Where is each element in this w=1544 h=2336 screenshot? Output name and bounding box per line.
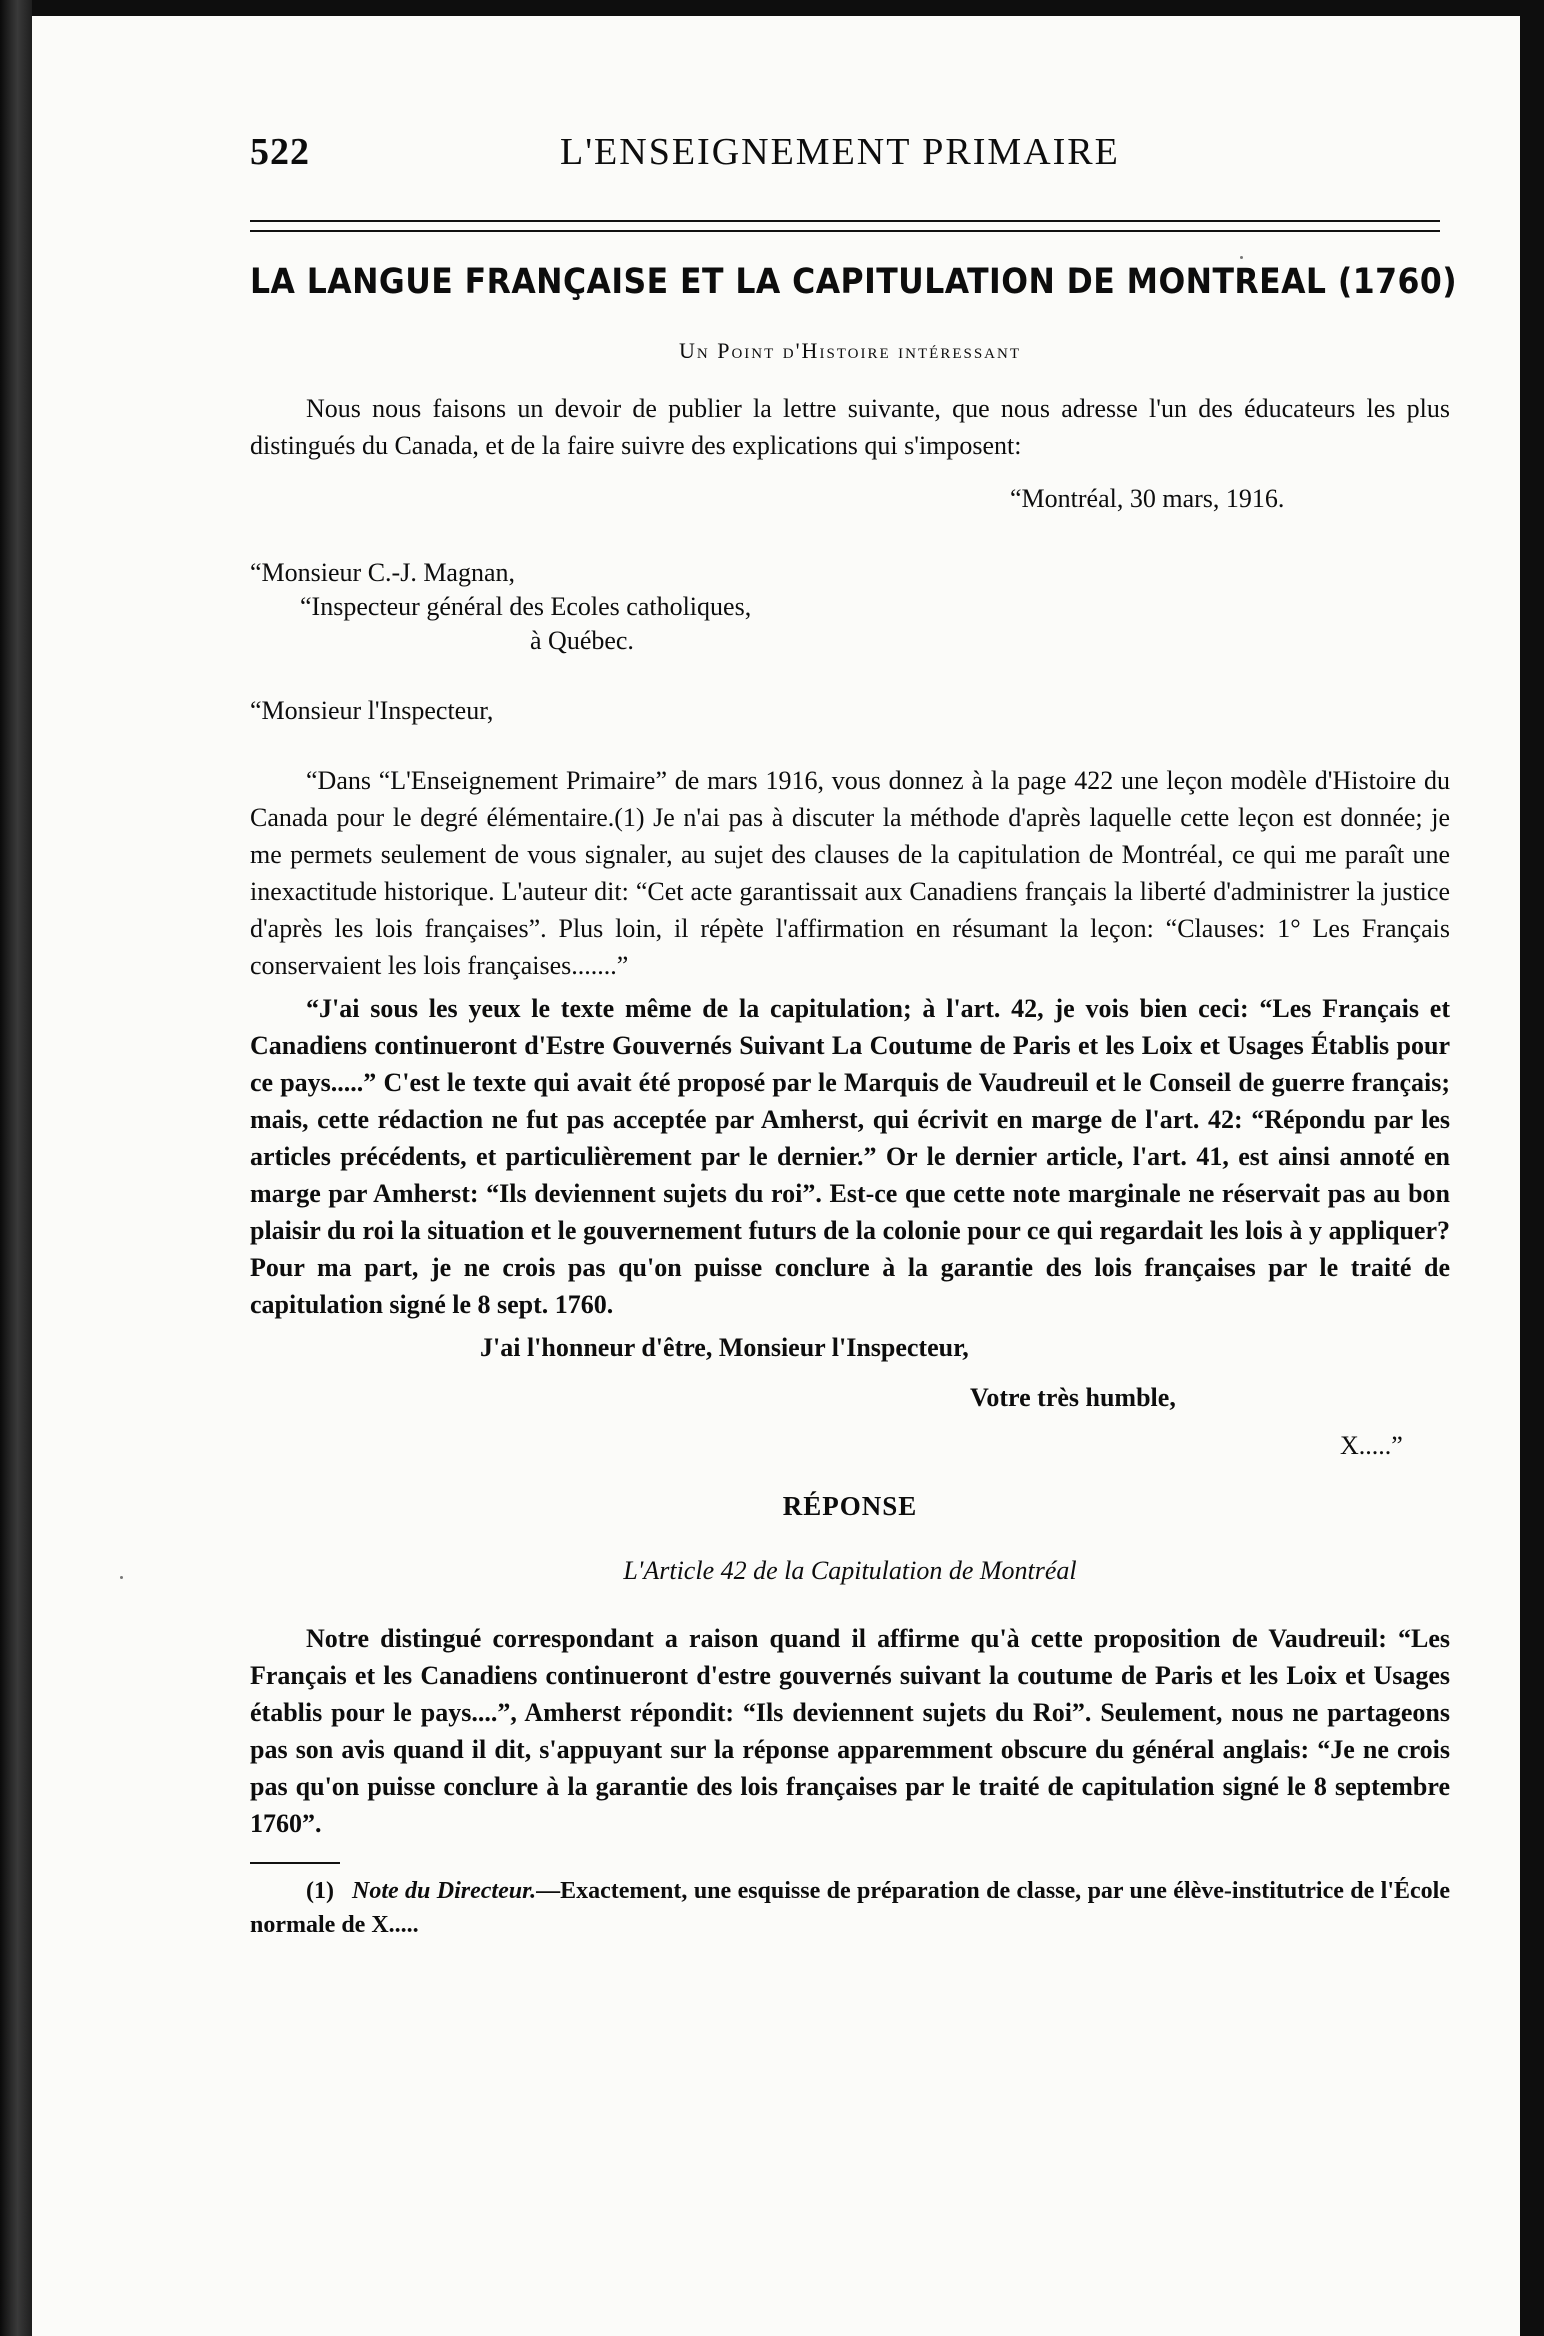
letter-salutation: “Monsieur l'Inspecteur, <box>250 696 494 725</box>
footnote <box>250 1874 1450 1942</box>
letter-paragraph-1: “Dans “L'Enseignement Primaire” de mars 1916, vous donnez à la page 422 une leçon modèle d'Histoire du Canada pour le degré élémentaire.(1) Je n'ai pas à discuter la méthode d'après laquelle cette leçon est donnée; je me permets seulement de vous signaler, au sujet des clauses de la capitulation de Montréal, ce qui me paraît une inexactitude historique. L'auteur dit: “Cet acte garantissait aux Canadiens français la liberté d'administrer la justice d'après les lois françaises”. Plus loin, il répète l'affirmation en résumant la leçon: “Clauses: 1° Les Français conservaient les lois françaises.......” <box>250 766 1450 980</box>
letter-closing: J'ai l'honneur d'être, Monsieur l'Inspecteur, <box>480 1333 969 1362</box>
response-paragraph: Notre distingué correspondant a raison quand il affirme qu'à cette proposition de Vaudreuil: “Les Français et les Canadiens continueront d'estre gouvernés suivant la coutume de Paris et les Loix et Usages établis pour le pays....”, Amherst répondit: “Ils deviennent sujets du Roi”. Seulement, nous ne partageons pas son avis quand il dit, s'appuyant sur la réponse apparemment obscure du général anglais: “Je ne crois pas qu'on puisse conclure à la garantie des lois françaises par le traité de capitulation signé le 8 septembre 1760”. <box>250 1624 1450 1838</box>
page-content <box>220 130 1458 1942</box>
book-spine-shadow <box>0 0 32 2336</box>
letter-signature: X.....” <box>1340 1431 1403 1460</box>
letter-paragraph-2: “J'ai sous les yeux le texte même de la capitulation; à l'art. 42, je vois bien ceci: “Les Français et Canadiens continueront d'Estre Gouvernés Suivant La Coutume de Paris et les Loix et Usages Établis pour ce pays.....” C'est le texte qui avait été proposé par le Marquis de Vaudreuil et le Conseil de guerre français; mais, cette rédaction ne fut pas acceptée par Amherst, qui écrivit en marge de l'art. 42: “Répondu par les articles précédents, et particulièrement par le dernier.” Or le dernier article, l'art. 41, est ainsi annoté en marge par Amherst: “Ils deviennent sujets du roi”. Est-ce que cette note marginale ne réservait pas au bon plaisir du roi la situation et le gouvernement futurs de la colonie pour ce qui regardait les lois à y appliquer? Pour ma part, je ne crois pas qu'on puisse conclure à la garantie des lois françaises par le traité de capitulation signé le 8 sept. 1760. <box>250 994 1450 1319</box>
page-header <box>220 130 1450 190</box>
address-line-2: “Inspecteur général des Ecoles catholiques, <box>300 592 752 621</box>
page-number: 522 <box>250 131 310 173</box>
letter-dateline: “Montréal, 30 mars, 1916. <box>1010 484 1285 513</box>
scan-speck <box>120 1576 123 1579</box>
header-double-rule <box>250 220 1440 232</box>
footnote-number: (1) <box>306 1878 334 1904</box>
response-heading: RÉPONSE <box>782 1491 918 1521</box>
footnote-rule <box>250 1862 340 1864</box>
article-title: LA LANGUE FRANÇAISE ET LA CAPITULATION DE MONTREAL (1760) <box>250 262 1458 302</box>
intro-paragraph: Nous nous faisons un devoir de publier la lettre suivante, que nous adresse l'un des éducateurs les plus distingués du Canada, et de la faire suivre des explications qui s'imposent: <box>250 394 1450 460</box>
letter-address <box>250 556 1450 658</box>
address-line-3: à Québec. <box>530 626 634 655</box>
footnote-text: —Exactement, une esquisse de préparation de classe, par une élève-institutrice de l'École normale de X..... <box>250 1878 1450 1938</box>
scan-right-edge <box>1520 0 1544 2336</box>
address-line-1: “Monsieur C.-J. Magnan, <box>250 558 516 587</box>
article-subtitle: Un Point d'Histoire intéressant <box>678 338 1022 363</box>
footnote-label: Note du Directeur. <box>351 1878 537 1904</box>
response-subheading: L'Article 42 de la Capitulation de Montréal <box>623 1556 1077 1585</box>
letter-sign-off: Votre très humble, <box>970 1383 1176 1412</box>
running-title: L'ENSEIGNEMENT PRIMAIRE <box>560 131 1120 173</box>
